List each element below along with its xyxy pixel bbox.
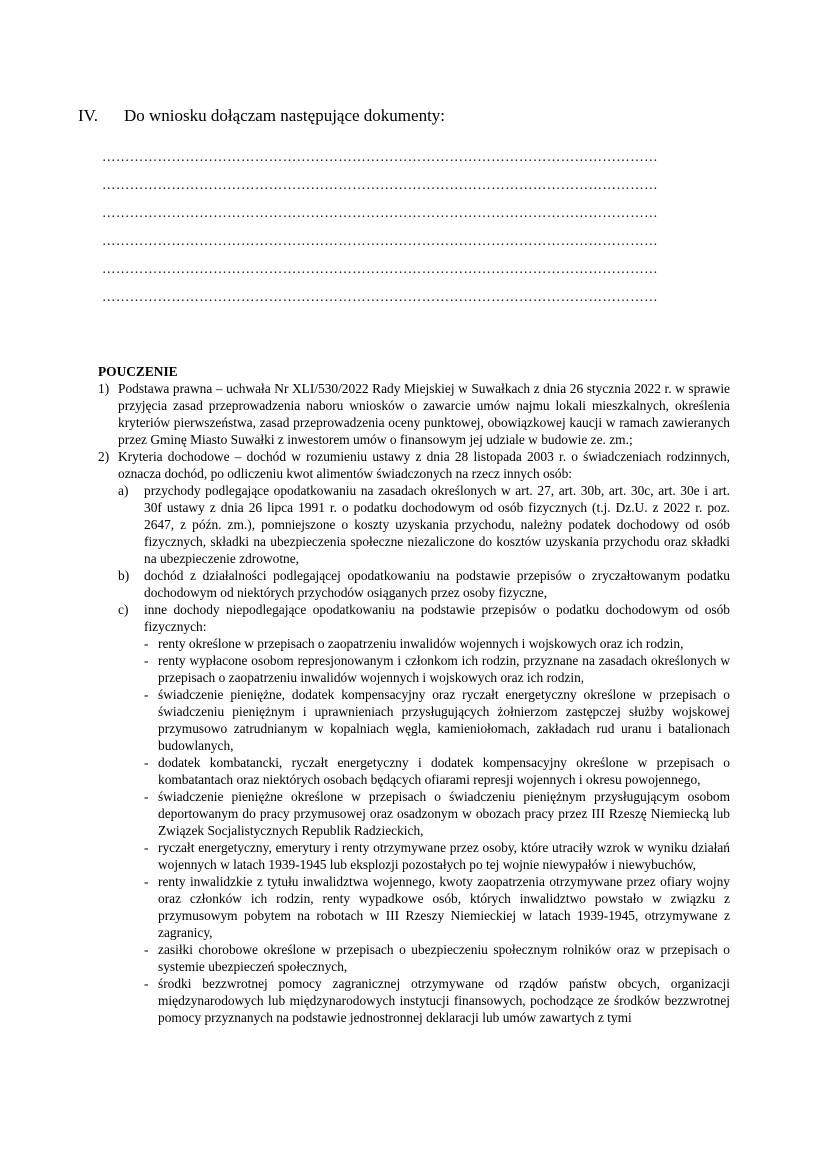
subitem-text: przychody podlegające opodatkowaniu na zasadach określonych w art. 27, art. 30b, art. 30c, art. 30e i art. 30f ustawy z dnia 26 lipca 1991 r. o podatku dochodowym od osób fizycznych (t.j. Dz.U. z 2022 r. poz. 2647, z późn. zm.), pomniejszone o koszty uzyskania przychodu, należny podatek dochodowy od osób fizycznych, składki na ubezpieczenia społeczne niezaliczone do kosztów uzyskania przychodu oraz składki na ubezpieczenie zdrowotne, [144, 483, 730, 566]
dash-marker: - [144, 755, 149, 770]
dash-marker: - [144, 942, 149, 957]
dash-item-text: ryczałt energetyczny, emerytury i renty otrzymywane przez osoby, które utraciły wzrok w wyniku działań wojennych w latach 1939-1945 lub eksplozji pozostałych po tej wojnie niewypałów i niewybuchów, [158, 840, 730, 872]
dash-list-item [98, 975, 730, 1026]
dash-marker: - [144, 687, 149, 702]
subitem-text: dochód z działalności podlegającej opodatkowaniu na podstawie przepisów o zryczałtowanym podatku dochodowym od niektórych przychodów osiąganych przez osoby fizyczne, [144, 568, 730, 600]
dash-list-item [98, 839, 730, 873]
dash-marker: - [144, 840, 149, 855]
blank-line-5: ………………………………………………………………………………………………………… [102, 261, 658, 276]
section-heading [78, 105, 445, 127]
item-text: Kryteria dochodowe – dochód w rozumieniu ustawy z dnia 28 listopada 2003 r. o świadczeniach rodzinnych, oznacza dochód, po odliczeniu kwot alimentów świadczonych na rzecz innych osób: [118, 449, 730, 481]
dash-list-item [98, 635, 730, 652]
dash-marker: - [144, 789, 149, 804]
blank-line-3: ………………………………………………………………………………………………………… [102, 205, 658, 220]
dash-list-item [98, 754, 730, 788]
dash-item-text: dodatek kombatancki, ryczałt energetyczny i dodatek kompensacyjny określone w przepisach o kombatantach oraz niektórych osobach będących ofiarami represji wojennych i okresu powojennego, [158, 755, 730, 787]
blank-line-2: ………………………………………………………………………………………………………… [102, 177, 658, 192]
dash-marker: - [144, 976, 149, 991]
dash-item-text: środki bezzwrotnej pomocy zagranicznej otrzymywane od rządów państw obcych, organizacji międzynarodowych lub międzynarodowych instytucji finansowych, pochodzące ze środków bezzwrotnej pomocy przyznanych na podstawie jednostronnej deklaracji lub umów zawartych z tymi [158, 976, 730, 1025]
blank-line-4: ………………………………………………………………………………………………………… [102, 233, 658, 248]
dash-item-text: renty wypłacone osobom represjonowanym i członkom ich rodzin, przyznane na zasadach określonych w przepisach o zaopatrzeniu inwalidów wojennych i wojskowych oraz ich rodzin, [158, 653, 730, 685]
section-number: IV. [78, 106, 98, 125]
dash-item-text: świadczenie pieniężne, dodatek kompensacyjny oraz ryczałt energetyczny określone w przepisach o świadczeniu pieniężnym i uprawnieniach przysługujących żołnierzom zastępczej służby wojskowej przymusowo zatrudnianym w kopalniach węgla, kamieniołomach, zakładach rud uranu i batalionach budowlanych, [158, 687, 730, 753]
instruction-item [98, 448, 730, 482]
instruction-subitem [98, 601, 730, 635]
dash-list-item [98, 873, 730, 941]
blank-line-6: ………………………………………………………………………………………………………… [102, 289, 658, 304]
subitem-marker: c) [118, 602, 129, 617]
subitem-text: inne dochody niepodlegające opodatkowaniu na podstawie przepisów o podatku dochodowym od osób fizycznych: [144, 602, 730, 634]
dash-item-text: renty określone w przepisach o zaopatrzeniu inwalidów wojennych i wojskowych oraz ich rodzin, [158, 636, 684, 651]
item-marker: 2) [98, 449, 110, 464]
instruction-section [98, 363, 730, 1026]
dash-list-item [98, 652, 730, 686]
section-title: Do wniosku dołączam następujące dokumenty: [124, 106, 446, 125]
instruction-item [98, 380, 730, 448]
dash-list-item [98, 788, 730, 839]
subitem-marker: a) [118, 483, 129, 498]
dash-marker: - [144, 653, 149, 668]
dash-marker: - [144, 874, 149, 889]
dash-item-text: zasiłki chorobowe określone w przepisach o ubezpieczeniu społecznym rolników oraz w przepisach o systemie ubezpieczeń społecznych, [158, 942, 730, 974]
instruction-title: POUCZENIE [98, 364, 178, 379]
item-marker: 1) [98, 381, 110, 396]
dash-marker: - [144, 636, 149, 651]
dash-list-item [98, 686, 730, 754]
instruction-subitem [98, 567, 730, 601]
dash-item-text: renty inwalidzkie z tytułu inwalidztwa wojennego, kwoty zaopatrzenia otrzymywane przez ofiary wojny oraz członków ich rodzin, renty wypadkowe osób, których inwalidztwo powstało w związku z przymusowym pobytem na robotach w III Rzeszy Niemieckiej w latach 1939-1945, otrzymywane z zagranicy, [158, 874, 730, 940]
dash-item-text: świadczenie pieniężne określone w przepisach o świadczeniu pieniężnym przysługującym osobom deportowanym do pracy przymusowej oraz osadzonym w obozach pracy przez III Rzeszę Niemiecką lub Związek Socjalistycznych Republik Radzieckich, [158, 789, 730, 838]
item-text: Podstawa prawna – uchwała Nr XLI/530/2022 Rady Miejskiej w Suwałkach z dnia 26 stycznia 2022 r. w sprawie przyjęcia zasad przeprowadzenia naboru wniosków o zawarcie umów najmu lokali mieszkalnych, określenia kryteriów pierwszeństwa, zasad przeprowadzenia oceny punktowej, obowiązkowej kaucji w ramach zawieranych przez Gminę Miasto Suwałki z inwestorem umów o finansowym jej udziale w budowie ze. zm.; [118, 381, 730, 447]
instruction-subitem [98, 482, 730, 567]
dash-list-item [98, 941, 730, 975]
subitem-marker: b) [118, 568, 130, 583]
blank-line-1: ………………………………………………………………………………………………………… [102, 149, 658, 164]
